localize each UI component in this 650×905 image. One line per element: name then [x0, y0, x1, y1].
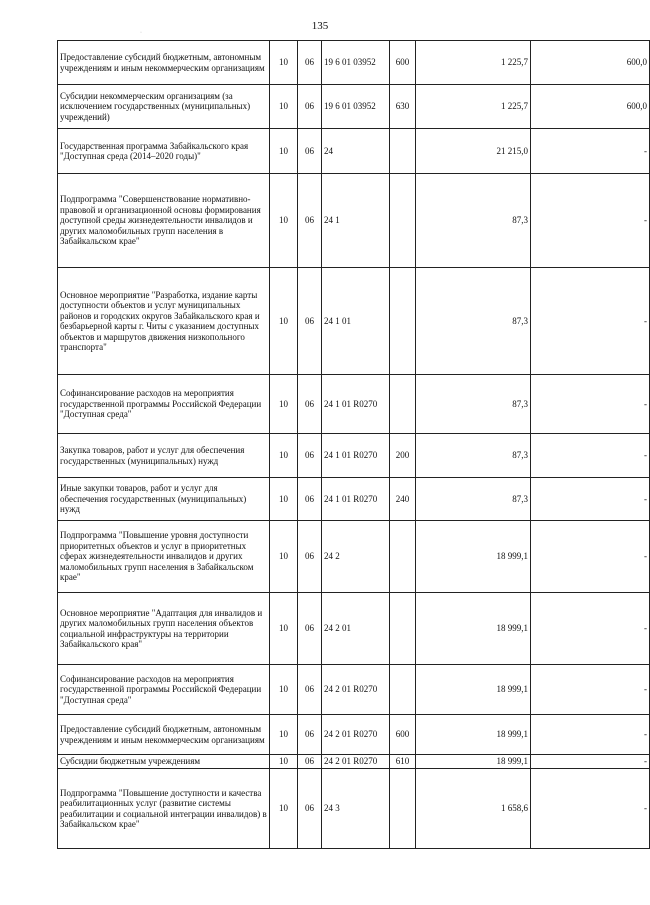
row-expense-type: [390, 375, 416, 434]
row-name: Иные закупки товаров, работ и услуг для обеспечения государственных (муниципальных) нужд: [58, 478, 270, 521]
row-expense-type: [390, 521, 416, 593]
row-sum-2: -: [531, 593, 650, 665]
row-section: 10: [270, 665, 298, 715]
row-sum-2: -: [531, 268, 650, 375]
row-sum-1: 87,3: [416, 174, 531, 268]
row-name: Подпрограмма "Повышение доступности и качества реабилитационных услуг (развитие системы реабилитации и социальной интеграции инвалидов) в Забайкальском крае": [58, 769, 270, 849]
row-section: 10: [270, 375, 298, 434]
table-row: [58, 129, 650, 174]
row-expense-type: 630: [390, 85, 416, 129]
row-sum-2: -: [531, 769, 650, 849]
row-target-article: 24 2 01 R0270: [322, 755, 390, 769]
row-target-article: 24 3: [322, 769, 390, 849]
row-name: Основное мероприятие "Разработка, издание карты доступности объектов и услуг муниципальных районов и городских округов Забайкальского края и безбарьерной карты г. Читы с указанием доступных объектов и маршрутов движения низкопольного транспорта": [58, 268, 270, 375]
row-expense-type: [390, 665, 416, 715]
row-section: 10: [270, 521, 298, 593]
row-sum-2: 600,0: [531, 41, 650, 85]
row-subsection: 06: [298, 593, 322, 665]
row-sum-2: -: [531, 174, 650, 268]
row-subsection: 06: [298, 665, 322, 715]
row-subsection: 06: [298, 375, 322, 434]
row-name: Подпрограмма "Повышение уровня доступности приоритетных объектов и услуг в приоритетных сферах жизнедеятельности инвалидов и других маломобильных групп населения в Забайкальском крае": [58, 521, 270, 593]
row-target-article: 24 2 01: [322, 593, 390, 665]
budget-table-body: [58, 41, 650, 849]
row-subsection: 06: [298, 268, 322, 375]
row-target-article: 24: [322, 129, 390, 174]
row-sum-1: 18 999,1: [416, 521, 531, 593]
row-section: 10: [270, 593, 298, 665]
row-expense-type: [390, 174, 416, 268]
row-section: 10: [270, 769, 298, 849]
row-sum-2: -: [531, 665, 650, 715]
row-subsection: 06: [298, 41, 322, 85]
row-subsection: 06: [298, 478, 322, 521]
row-name: Софинансирование расходов на мероприятия государственной программы Российской Федерации "Доступная среда": [58, 375, 270, 434]
row-sum-1: 18 999,1: [416, 593, 531, 665]
row-target-article: 24 1 01 R0270: [322, 375, 390, 434]
row-sum-1: 21 215,0: [416, 129, 531, 174]
row-subsection: 06: [298, 521, 322, 593]
row-sum-1: 87,3: [416, 434, 531, 478]
row-subsection: 06: [298, 755, 322, 769]
row-subsection: 06: [298, 174, 322, 268]
row-sum-1: 1 225,7: [416, 85, 531, 129]
row-sum-1: 87,3: [416, 268, 531, 375]
row-section: 10: [270, 85, 298, 129]
row-sum-1: 1 658,6: [416, 769, 531, 849]
row-target-article: 24 2 01 R0270: [322, 665, 390, 715]
table-row: [58, 521, 650, 593]
row-name: Подпрограмма "Совершенствование нормативно-правовой и организационной основы формирования доступной среды жизнедеятельности инвалидов и других маломобильных групп населения в Забайкальском крае": [58, 174, 270, 268]
row-subsection: 06: [298, 769, 322, 849]
row-expense-type: 600: [390, 41, 416, 85]
row-sum-2: -: [531, 755, 650, 769]
row-sum-2: -: [531, 478, 650, 521]
row-sum-1: 18 999,1: [416, 665, 531, 715]
row-name: Предоставление субсидий бюджетным, автономным учреждениям и иным некоммерческим организациям: [58, 41, 270, 85]
row-expense-type: [390, 769, 416, 849]
table-row: [58, 41, 650, 85]
row-section: 10: [270, 715, 298, 755]
row-sum-1: 1 225,7: [416, 41, 531, 85]
row-sum-2: 600,0: [531, 85, 650, 129]
row-sum-1: 18 999,1: [416, 755, 531, 769]
row-name: Софинансирование расходов на мероприятия государственной программы Российской Федерации "Доступная среда": [58, 665, 270, 715]
row-section: 10: [270, 755, 298, 769]
row-section: 10: [270, 434, 298, 478]
row-expense-type: [390, 129, 416, 174]
row-name: Предоставление субсидий бюджетным, автономным учреждениям и иным некоммерческим организациям: [58, 715, 270, 755]
table-row: [58, 665, 650, 715]
table-row: [58, 434, 650, 478]
row-expense-type: 240: [390, 478, 416, 521]
row-section: 10: [270, 129, 298, 174]
row-sum-2: -: [531, 715, 650, 755]
table-row: [58, 715, 650, 755]
row-expense-type: 200: [390, 434, 416, 478]
table-row: [58, 755, 650, 769]
row-target-article: 24 1 01 R0270: [322, 478, 390, 521]
row-section: 10: [270, 268, 298, 375]
row-sum-2: -: [531, 434, 650, 478]
row-expense-type: 610: [390, 755, 416, 769]
row-sum-1: 87,3: [416, 375, 531, 434]
row-target-article: 24 2 01 R0270: [322, 715, 390, 755]
row-target-article: 19 6 01 03952: [322, 41, 390, 85]
row-target-article: 24 1 01 R0270: [322, 434, 390, 478]
table-row: [58, 769, 650, 849]
row-expense-type: [390, 268, 416, 375]
scan-dot: ·: [140, 30, 142, 36]
row-name: Субсидии бюджетным учреждениям: [58, 755, 270, 769]
row-target-article: 24 1: [322, 174, 390, 268]
row-name: Закупка товаров, работ и услуг для обеспечения государственных (муниципальных) нужд: [58, 434, 270, 478]
table-row: [58, 593, 650, 665]
row-subsection: 06: [298, 715, 322, 755]
row-expense-type: [390, 593, 416, 665]
row-section: 10: [270, 478, 298, 521]
table-row: [58, 174, 650, 268]
row-target-article: 24 1 01: [322, 268, 390, 375]
row-target-article: 24 2: [322, 521, 390, 593]
table-row: [58, 85, 650, 129]
row-sum-1: 87,3: [416, 478, 531, 521]
row-section: 10: [270, 41, 298, 85]
table-row: [58, 268, 650, 375]
page-number: 135: [311, 20, 329, 32]
budget-table: [57, 40, 650, 849]
row-expense-type: 600: [390, 715, 416, 755]
row-name: Основное мероприятие "Адаптация для инвалидов и других маломобильных групп населения объектов социальной инфраструктуры на территории Забайкальского края": [58, 593, 270, 665]
row-sum-2: -: [531, 129, 650, 174]
row-sum-2: -: [531, 521, 650, 593]
row-section: 10: [270, 174, 298, 268]
row-name: Субсидии некоммерческим организациям (за исключением государственных (муниципальных) учреждений): [58, 85, 270, 129]
row-sum-1: 18 999,1: [416, 715, 531, 755]
row-name: Государственная программа Забайкальского края "Доступная среда (2014–2020 годы)": [58, 129, 270, 174]
row-sum-2: -: [531, 375, 650, 434]
row-subsection: 06: [298, 85, 322, 129]
table-row: [58, 478, 650, 521]
table-row: [58, 375, 650, 434]
row-target-article: 19 6 01 03952: [322, 85, 390, 129]
row-subsection: 06: [298, 129, 322, 174]
row-subsection: 06: [298, 434, 322, 478]
